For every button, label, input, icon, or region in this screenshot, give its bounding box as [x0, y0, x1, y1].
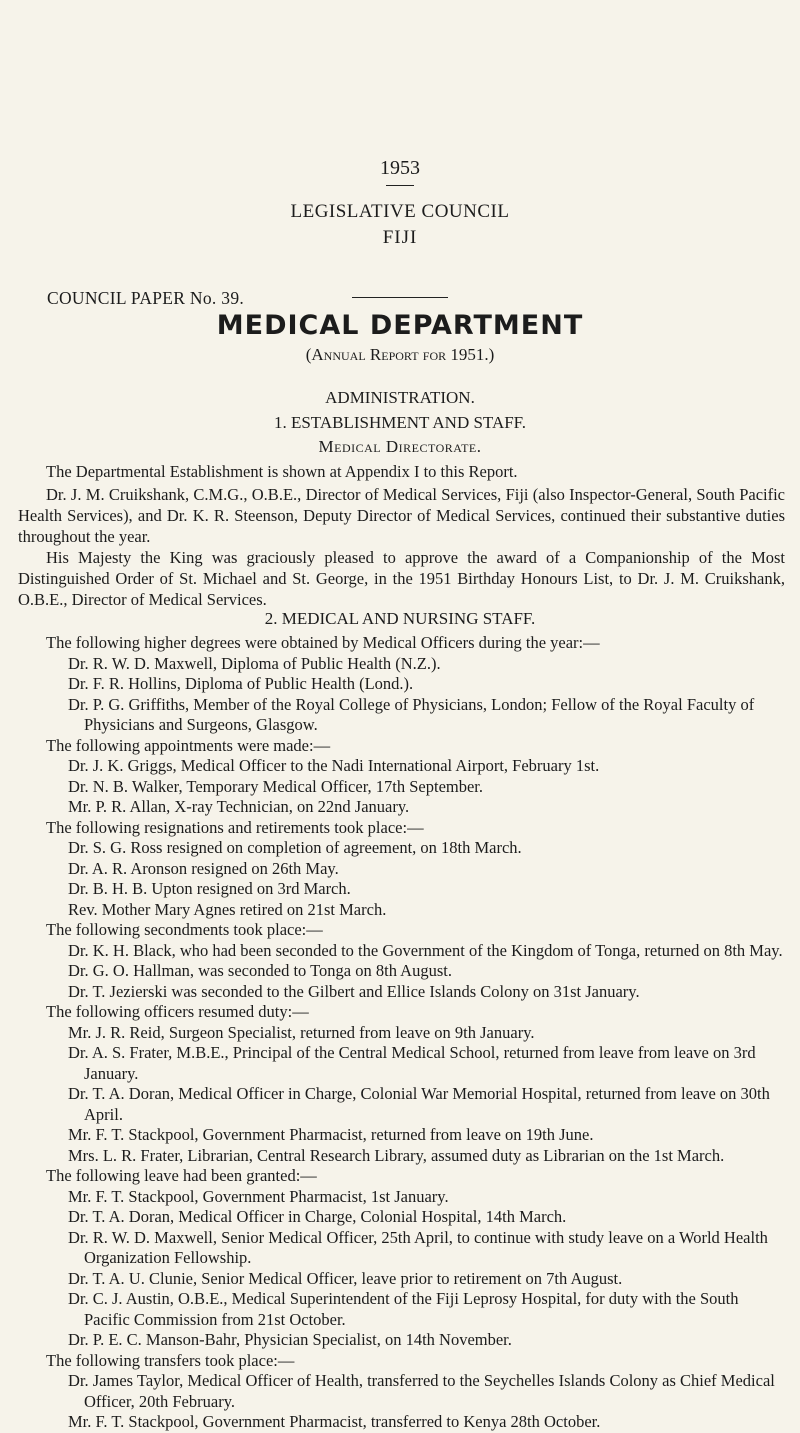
list-item: Mr. P. R. Allan, X-ray Technician, on 22nd January. — [68, 797, 410, 816]
list-item: Dr. S. G. Ross resigned on completion of agreement, on 18th March. — [68, 838, 522, 857]
divider-rule — [352, 297, 448, 298]
list-item: Mr. F. T. Stackpool, Government Pharmacist, 1st January. — [68, 1186, 449, 1206]
list-item: Dr. T. A. U. Clunie, Senior Medical Officer, leave prior to retirement on 7th August. — [68, 1268, 623, 1288]
list-item: Dr. K. H. Black, who had been seconded to the Government of the Kingdom of Tonga, returned on 8th May. — [68, 940, 783, 960]
list-item: Rev. Mother Mary Agnes retired on 21st March. — [68, 899, 387, 919]
list-item: Mrs. L. R. Frater, Librarian, Central Research Library, assumed duty as Librarian on the 1st March. — [68, 1145, 725, 1165]
country-heading: FIJI — [382, 227, 418, 248]
list-item: Dr. T. A. Doran, Medical Officer in Charge, Colonial War Memorial Hospital, returned from leave on 30th April. — [68, 1084, 770, 1124]
divider-rule — [386, 185, 414, 186]
list-intro: The following officers resumed duty:— — [46, 1002, 309, 1021]
section-1-subheading: Medical Directorate. — [318, 437, 482, 456]
list-intro: The following higher degrees were obtained by Medical Officers during the year:— — [46, 633, 600, 652]
paragraph-establishment: The Departmental Establishment is shown at Appendix I to this Report. — [46, 462, 518, 481]
list-item: Dr. R. W. D. Maxwell, Diploma of Public Health (N.Z.). — [68, 653, 441, 673]
list-intro: The following leave had been granted:— — [46, 1166, 317, 1185]
list-item: Dr. J. K. Griggs, Medical Officer to the Nadi International Airport, February 1st. — [68, 756, 600, 775]
list-item: Dr. T. A. Doran, Medical Officer in Charge, Colonial Hospital, 14th March. — [68, 1207, 567, 1226]
list-item: Dr. P. G. Griffiths, Member of the Royal College of Physicians, London; Fellow of the Royal Faculty of Physicians and Surgeons, Glasgow. — [68, 694, 755, 734]
list-item: Dr. A. S. Frater, M.B.E., Principal of the Central Medical School, returned from leave from leave on 3rd January. — [68, 1043, 756, 1083]
list-item: Dr. James Taylor, Medical Officer of Health, transferred to the Seychelles Islands Colony as Chief Medical Officer, 20th February. — [68, 1371, 775, 1411]
list-item: Dr. A. R. Aronson resigned on 26th May. — [68, 858, 339, 878]
list-intro: The following secondments took place:— — [46, 920, 323, 939]
department-title: MEDICAL DEPARTMENT — [216, 310, 584, 341]
list-item: Dr. P. E. C. Manson-Bahr, Physician Specialist, on 14th November. — [68, 1330, 512, 1349]
administration-heading: ADMINISTRATION. — [325, 388, 475, 407]
year: 1953 — [380, 157, 420, 179]
list-item: Dr. C. J. Austin, O.B.E., Medical Superintendent of the Fiji Leprosy Hospital, for duty with the South Pacific Commission from 21st October. — [68, 1289, 739, 1329]
list-item: Dr. F. R. Hollins, Diploma of Public Health (Lond.). — [68, 674, 414, 693]
list-intro: The following resignations and retirements took place:— — [46, 817, 424, 837]
list-item: Mr. J. R. Reid, Surgeon Specialist, returned from leave on 9th January. — [68, 1022, 535, 1042]
list-item: Dr. B. H. B. Upton resigned on 3rd March. — [68, 879, 351, 898]
list-item: Dr. T. Jezierski was seconded to the Gilbert and Ellice Islands Colony on 31st January. — [68, 981, 640, 1001]
list-item: Mr. F. T. Stackpool, Government Pharmacist, returned from leave on 19th June. — [68, 1125, 594, 1144]
list-intro: The following appointments were made:— — [46, 735, 331, 755]
section-2-heading: 2. MEDICAL AND NURSING STAFF. — [264, 609, 536, 628]
list-item: Mr. F. T. Stackpool, Government Pharmacist, transferred to Kenya 28th October. — [68, 1412, 601, 1431]
list-item: Dr. G. O. Hallman, was seconded to Tonga on 8th August. — [68, 961, 452, 980]
list-intro: The following transfers took place:— — [46, 1350, 295, 1370]
section-1-heading: 1. ESTABLISHMENT AND STAFF. — [273, 413, 527, 432]
report-subtitle: (Annual Report for 1951.) — [305, 345, 495, 364]
paragraph-director: Dr. J. M. Cruikshank, C.M.G., O.B.E., Director of Medical Services, Fiji (also Inspector-General, South Pacific Health Services), and Dr. K. R. Steenson, Deputy Director of Medical Services, continued their substantive duties throughout the year. — [18, 485, 785, 546]
paragraph-honours: His Majesty the King was graciously pleased to approve the award of a Companionship of the Most Distinguished Order of St. Michael and St. George, in the 1951 Birthday Honours List, to Dr. J. M. Cruikshank, O.B.E., Director of Medical Services. — [18, 548, 785, 609]
list-item: Dr. N. B. Walker, Temporary Medical Officer, 17th September. — [68, 776, 484, 796]
council-paper-number: COUNCIL PAPER No. 39. — [47, 288, 245, 308]
list-item: Dr. R. W. D. Maxwell, Senior Medical Officer, 25th April, to continue with study leave on a World Health Organization Fellowship. — [68, 1227, 768, 1267]
council-heading: LEGISLATIVE COUNCIL — [290, 201, 510, 222]
staff-lists — [18, 633, 785, 1433]
